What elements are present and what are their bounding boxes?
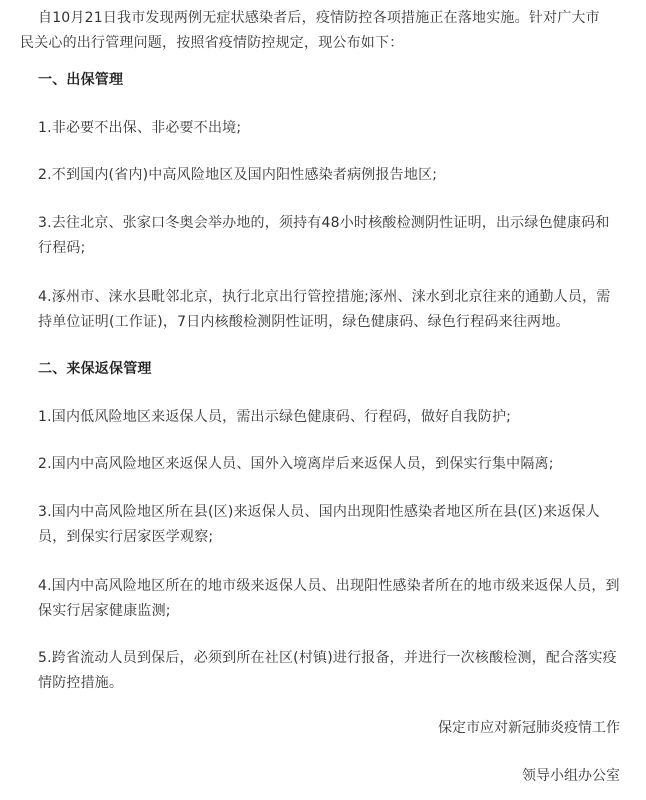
section-2-item-2: 2.国内中高风险地区来返保人员、国外入境离岸后来返保人员，到保实行集中隔离; bbox=[38, 456, 554, 472]
intro-paragraph: 自10月21日我市发现两例无症状感染者后，疫情防控各项措施正在落地实施。针对广大市民关心的出行管理问题，按照省疫情防控规定，现公布如下： bbox=[20, 10, 600, 51]
section-2-item-4: 4.国内中高风险地区所在的地市级来返保人员、出现阳性感染者所在的地市级来返保人员，到保实行居家健康监测; bbox=[38, 578, 620, 619]
section-2-item-1: 1.国内低风险地区来返保人员，需出示绿色健康码、行程码，做好自我防护; bbox=[38, 409, 512, 425]
section-1-heading: 一、出保管理 bbox=[38, 72, 124, 88]
section-2-heading: 二、来保返保管理 bbox=[38, 361, 152, 377]
section-1-item-3: 3.去往北京、张家口冬奥会举办地的，须持有48小时核酸检测阴性证明，出示绿色健康码和行程码; bbox=[38, 215, 610, 256]
signature-line-1: 保定市应对新冠肺炎疫情工作 bbox=[438, 720, 620, 736]
section-2-item-5: 5.跨省流动人员到保后，必须到所在社区(村镇)进行报备，并进行一次核酸检测，配合落实疫情防控措施。 bbox=[38, 650, 617, 691]
section-1-item-2: 2.不到国内(省内)中高风险地区及国内阳性感染者病例报告地区; bbox=[38, 167, 438, 183]
section-1-item-4: 4.涿州市、涞水县毗邻北京，执行北京出行管控措施;涿州、涞水到北京往来的通勤人员，需持单位证明(工作证)，7日内核酸检测阴性证明，绿色健康码、绿色行程码来往两地。 bbox=[38, 289, 611, 330]
section-1-item-1: 1.非必要不出保、非必要不出境; bbox=[38, 120, 242, 136]
signature-line-2: 领导小组办公室 bbox=[522, 768, 620, 784]
section-2-item-3: 3.国内中高风险地区所在县(区)来返保人员、国内出现阳性感染者地区所在县(区)来返保人员，到保实行居家医学观察; bbox=[38, 504, 600, 545]
